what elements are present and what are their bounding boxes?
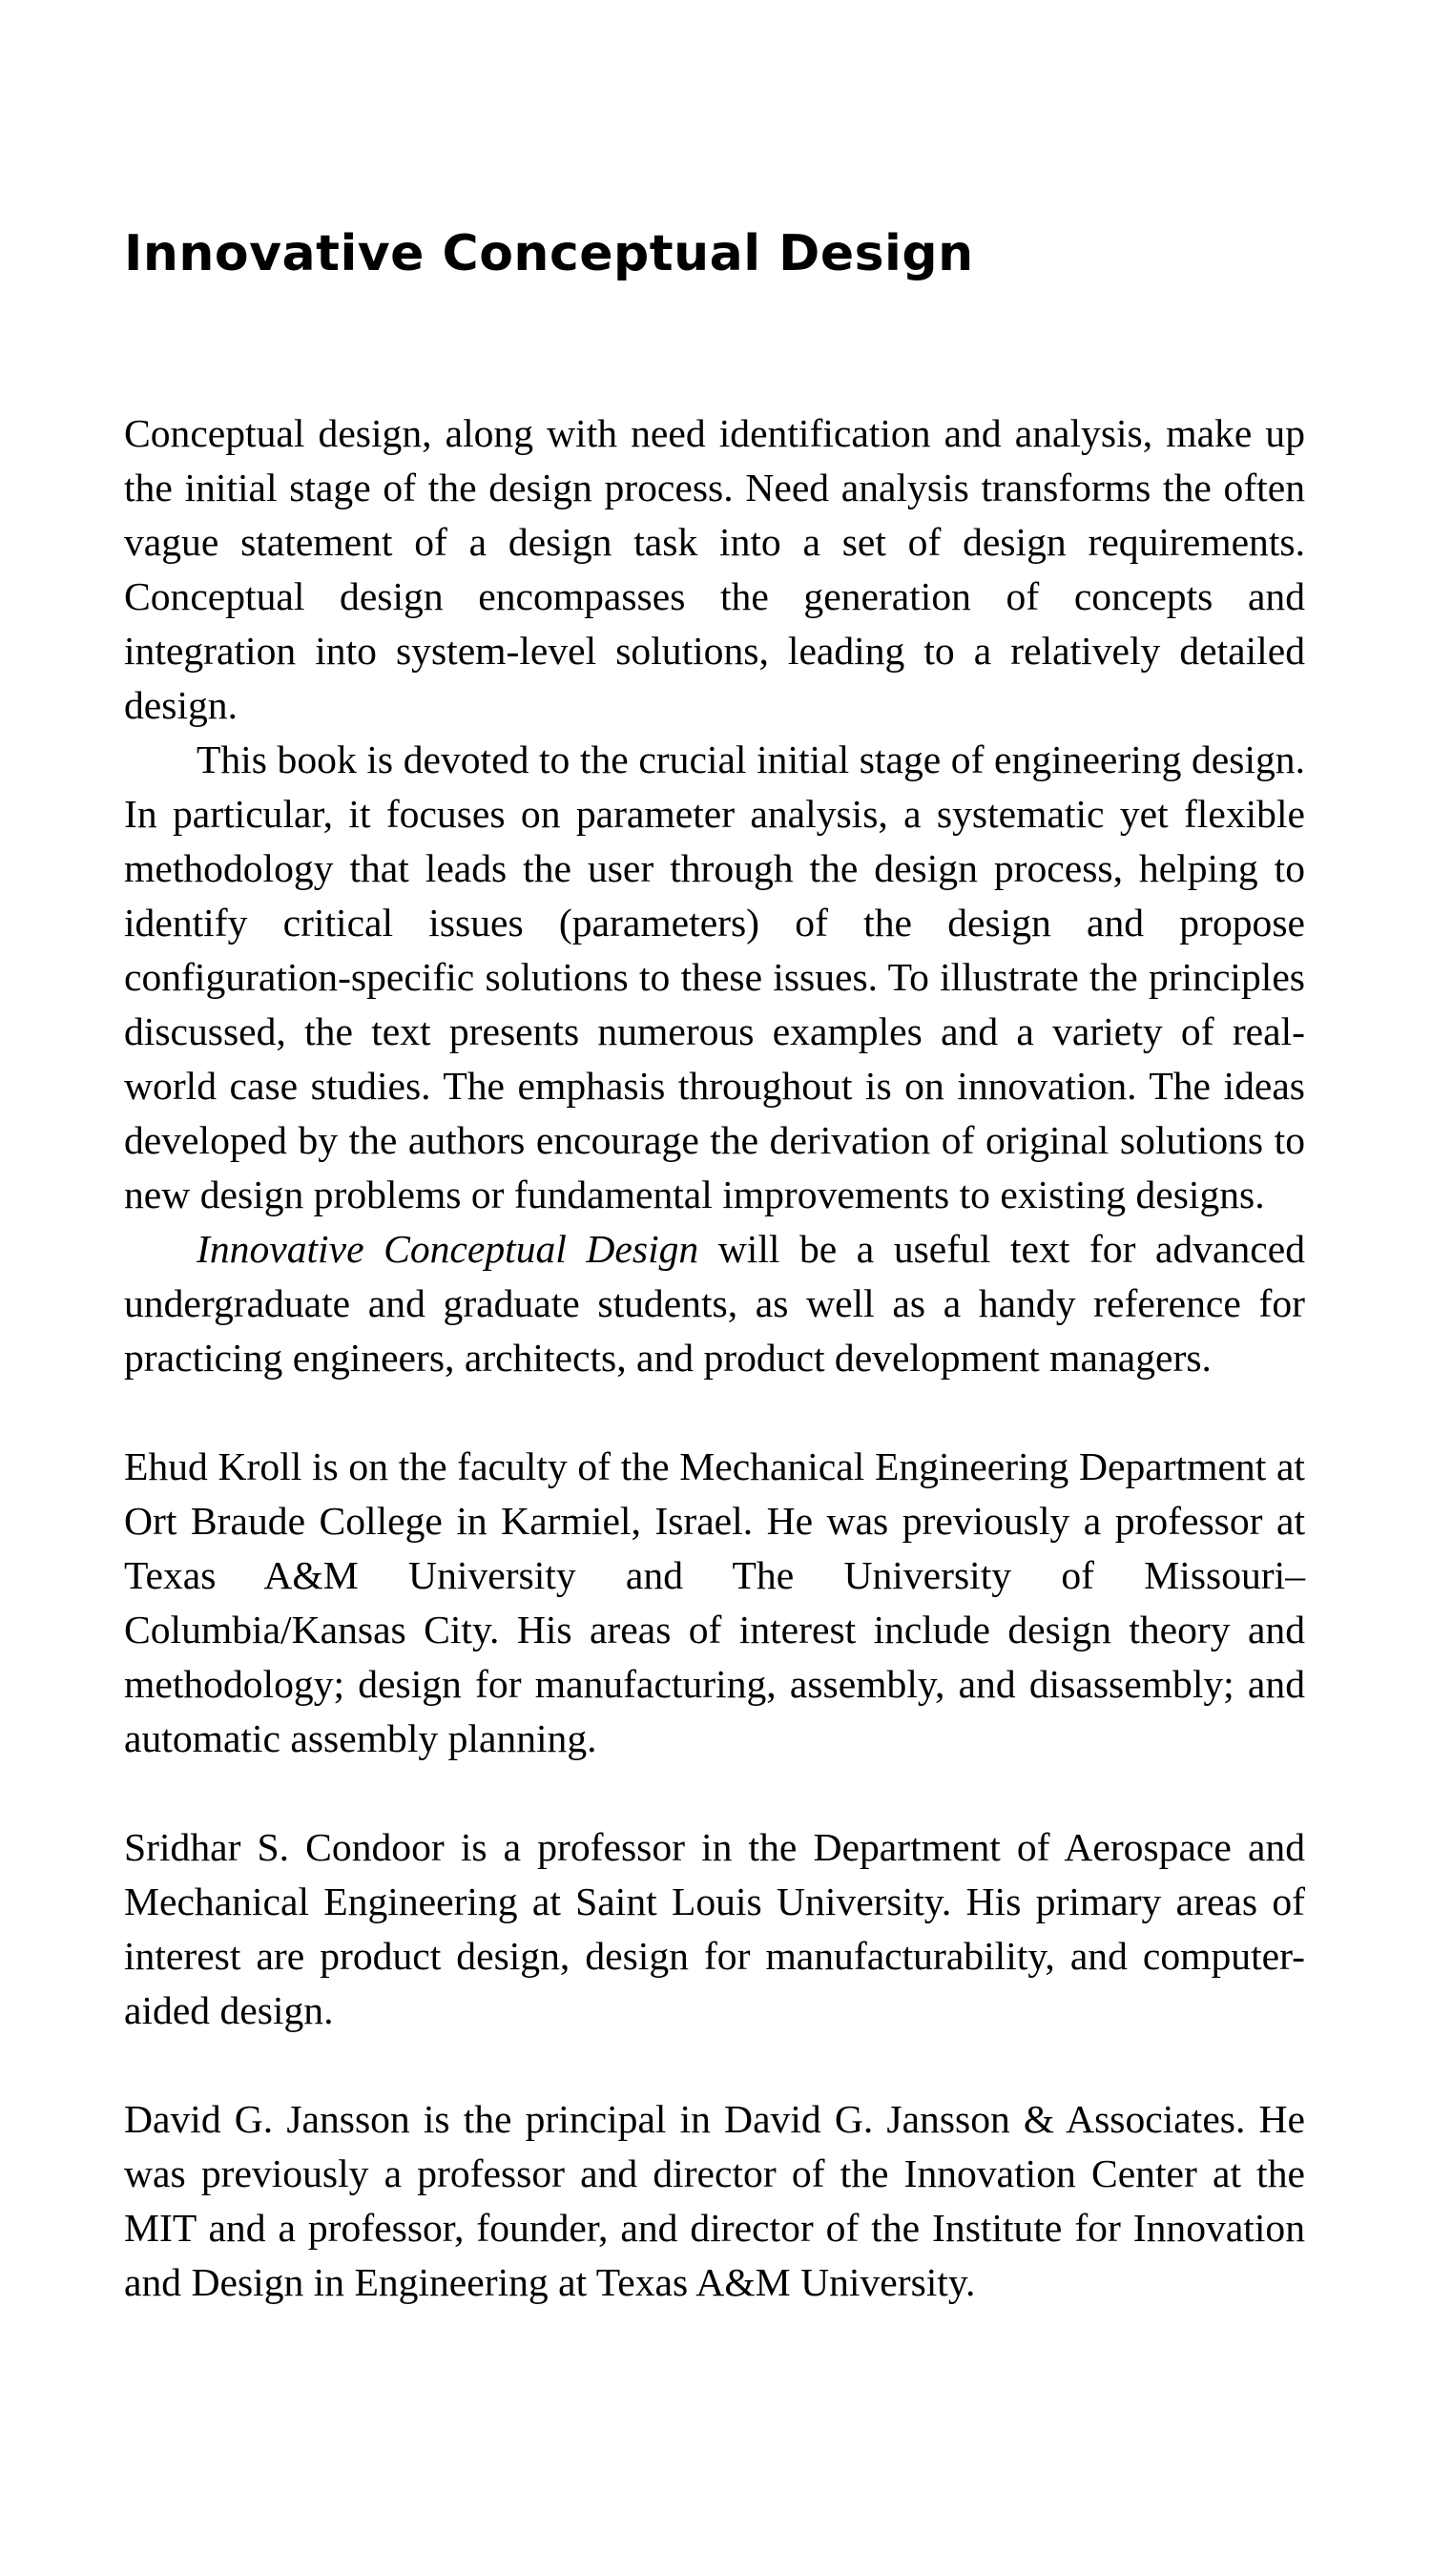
description-paragraph-3 bbox=[124, 1222, 1305, 1385]
description-paragraph-1: Conceptual design, along with need identification and analysis, make up the initial stage of the design process. Need analysis transforms the often vague statement of a design task into a set of design requirements. Conceptual design encompasses the generation of concepts and integration into system-level solutions, leading to a relatively detailed design. bbox=[124, 411, 1305, 727]
author-bio-jansson: David G. Jansson is the principal in David G. Jansson & Associates. He was previously a professor and director of the Innovation Center at the MIT and a professor, founder, and director of the Institute for Innovation and Design in Engineering at Texas A&M University. bbox=[124, 2097, 1305, 2304]
book-title: Innovative Conceptual Design bbox=[124, 225, 974, 282]
book-back-cover bbox=[124, 0, 1305, 2576]
description-paragraph-3-text: will be a useful text for advanced undergraduate and graduate students, as well as a handy reference for practicing engineers, architects, and product development managers. bbox=[124, 1227, 1305, 1380]
author-bio-kroll: Ehud Kroll is on the faculty of the Mechanical Engineering Department at Ort Braude College in Karmiel, Israel. He was previously a professor at Texas A&M University and The University of Missouri– Columbia/Kansas City. His areas of interest include design theory and methodology; design for manufacturing, assembly, and disassembly; and automatic assembly planning. bbox=[124, 1444, 1305, 1760]
body-text bbox=[124, 406, 1305, 2310]
description-paragraph-2: This book is devoted to the crucial initial stage of engineering design. In particular, it focuses on parameter analysis, a systematic yet flexible methodology that leads the user through the design process, helping to identify critical issues (parameters) of the design and propose configuration-specific solutions to these issues. To illustrate the principles discussed, the text presents numerous examples and a variety of real-world case studies. The emphasis throughout is on innovation. The ideas developed by the authors encourage the derivation of original solutions to new design problems or fundamental improvements to existing designs. bbox=[124, 737, 1305, 1216]
author-bio-condoor: Sridhar S. Condoor is a professor in the Department of Aerospace and Mechanical Engineering at Saint Louis University. His primary areas of interest are product design, design for manufacturability, and computer-aided design. bbox=[124, 1825, 1305, 2032]
book-title-italic: Innovative Conceptual Design bbox=[197, 1227, 699, 1271]
